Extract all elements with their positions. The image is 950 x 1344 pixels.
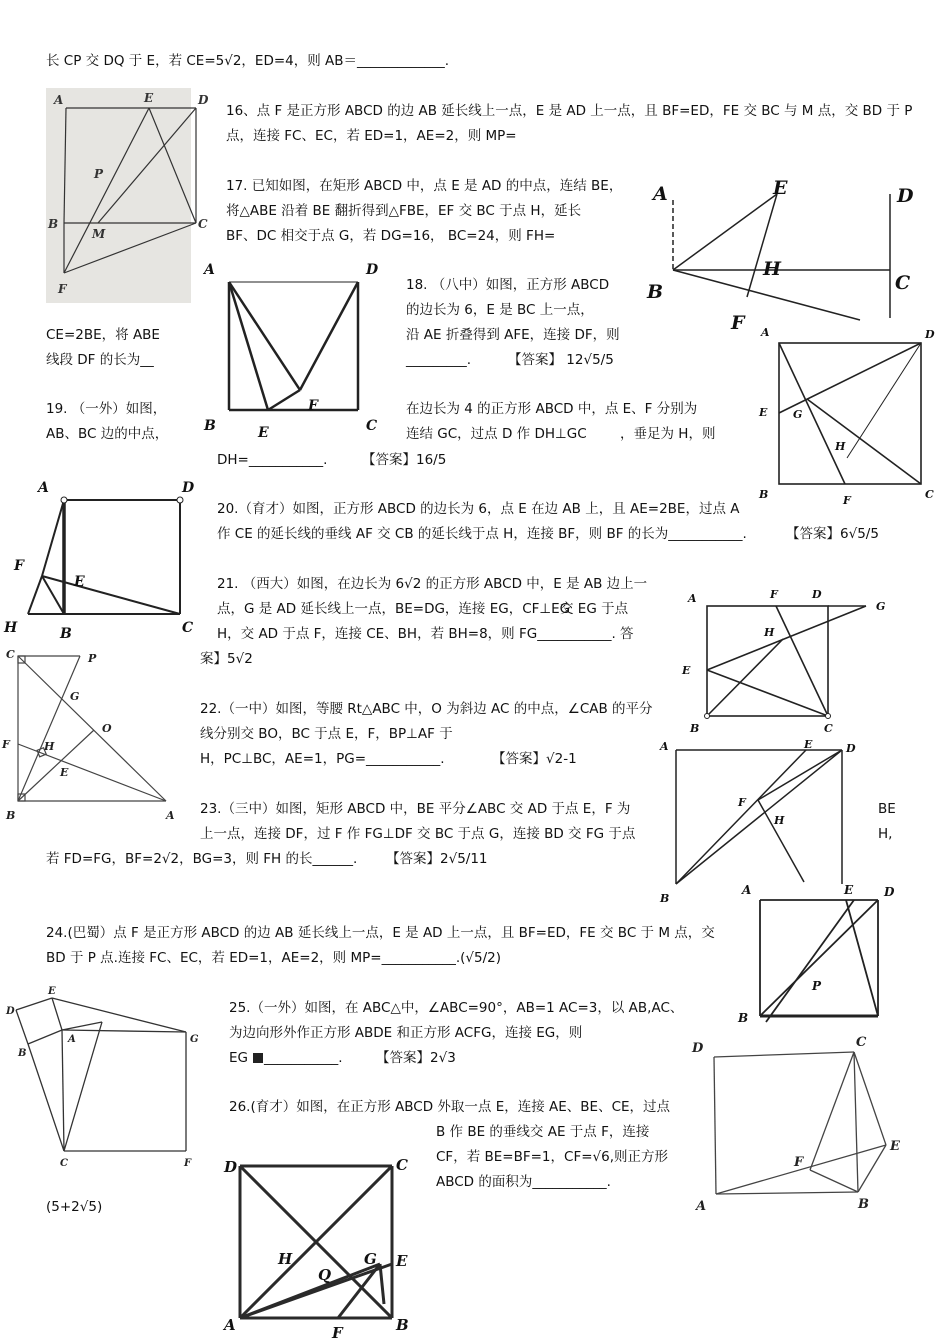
point-label: E (890, 1139, 900, 1154)
text-line: EG (229, 1050, 248, 1066)
text-line: 18. （八中）如图，正方形 ABCD (406, 277, 610, 293)
text-line: 25.（一外）如图，在 ABC△中，∠ABC=90°，AB=1 AC=3，以 AB,AC、 (229, 1000, 684, 1016)
point-label: F (14, 558, 24, 574)
point-label: E (773, 177, 788, 199)
text-line: 26.(育才）如图，在正方形 ABCD 外取一点 E，连接 AE、BE、CE，过点 (229, 1099, 671, 1115)
point-label: B (48, 217, 59, 231)
point-label: C (824, 722, 833, 735)
point-label: H (835, 440, 846, 453)
point-label: B (858, 1197, 869, 1212)
point-label: D (812, 588, 822, 601)
point-label: H (764, 626, 775, 639)
point-label: E (144, 91, 154, 105)
point-label: C (925, 488, 934, 501)
point-label: G (364, 1250, 377, 1268)
text-line: 将△ABE 沿着 BE 翻折得到△FBE，EF 交 BC 于点 H，延长 (226, 203, 582, 219)
text-line: BD 于 P 点.连接 FC、EC，若 ED=1，AE=2，则 MP=___________.(√5/2) (46, 950, 501, 966)
point-label: B (204, 418, 216, 434)
point-label: E (60, 766, 69, 779)
text-line: B 作 BE 的垂线交 AE 于点 F，连接 (436, 1124, 650, 1140)
text-line: H, (878, 826, 893, 842)
point-label: B (60, 626, 72, 642)
point-label: C (856, 1035, 867, 1050)
text-line: DH=___________. (217, 452, 328, 468)
point-label: E (396, 1252, 408, 1270)
text-line: 为边向形外作正方形 ABDE 和正方形 ACFG，连接 EG，则 (229, 1025, 583, 1041)
point-label: M (92, 227, 106, 241)
point-label: D (692, 1041, 704, 1056)
point-label: C (182, 620, 194, 636)
point-label: E (844, 883, 854, 897)
point-label: F (308, 398, 318, 414)
point-label: H (278, 1250, 293, 1268)
figure-26a (686, 1030, 908, 1220)
point-label: A (742, 883, 752, 897)
text-line: 作 CE 的延长线的垂线 AF 交 CB 的延长线于点 H，连接 BF，则 BF 的长为___________. (217, 526, 747, 542)
answer-text: 【答案】 12√5/5 (508, 352, 614, 368)
figure-22 (0, 646, 185, 826)
placeholder-box-icon (253, 1053, 263, 1063)
point-label: A (166, 809, 175, 822)
point-label: D (925, 328, 935, 341)
point-label: D (6, 1006, 15, 1017)
answer-text: 【答案】2√3 (376, 1050, 456, 1066)
figure-17 (645, 172, 920, 332)
point-label: F (332, 1324, 343, 1342)
text-line: ，垂足为 H，则 (620, 426, 716, 442)
point-label: H (774, 814, 785, 827)
answer-text: 【答案】16/5 (362, 452, 447, 468)
text-line: ABCD 的面积为___________. (436, 1174, 611, 1190)
point-label: G (190, 1034, 199, 1045)
point-label: D (884, 885, 895, 899)
point-label: O (102, 722, 112, 735)
answer-text: (5+2√5) (46, 1199, 103, 1215)
answer-text: 【答案】2√5/11 (386, 851, 488, 867)
point-label: F (738, 796, 746, 809)
point-label: D (198, 93, 209, 107)
point-label: E (258, 425, 269, 441)
point-label: D (224, 1158, 238, 1176)
point-label: A (38, 480, 49, 496)
text-line: 点，连接 FC、EC，若 ED=1，AE=2，则 MP= (226, 128, 517, 144)
point-label: D (846, 742, 856, 755)
point-label: E (759, 406, 768, 419)
point-label: P (94, 167, 104, 181)
photo-figure-16 (46, 88, 209, 303)
figure-19 (755, 326, 940, 511)
text-line: 19. （一外）如图， (46, 401, 167, 417)
text-line: 线分别交 BO，BC 于点 E，F，BP⊥AF 于 (200, 726, 453, 742)
point-label: A (761, 326, 770, 339)
point-label: G (70, 690, 80, 703)
point-label: B (18, 1048, 27, 1059)
text-line: BE (878, 801, 896, 817)
point-label: Q (318, 1266, 332, 1284)
point-label: D (182, 480, 195, 496)
point-label: H (44, 740, 55, 753)
figure-24 (736, 882, 901, 1025)
text-line: 17. 已知如图，在矩形 ABCD 中，点 E 是 AD 的中点，连结 BE， (226, 178, 623, 194)
text-line: 点，G 是 AD 延长线上一点，BE=DG，连接 EG，CF⊥EG (217, 601, 571, 617)
text-line: 22.（一中）如图，等腰 Rt△ABC 中，O 为斜边 AC 的中点，∠CAB 的平分 (200, 701, 653, 717)
point-label: B (6, 809, 16, 822)
text-line: 20.（育才）如图，正方形 ABCD 的边长为 6，点 E 在边 AB 上，且 AE=2BE，过点 A (217, 501, 740, 517)
point-label: D (897, 185, 914, 207)
point-label: P (88, 652, 97, 665)
figure-20 (4, 476, 204, 646)
figure-25 (4, 986, 216, 1174)
point-label: C (60, 1158, 68, 1169)
point-label: F (184, 1158, 192, 1169)
text-line: 交 EG 于点 (560, 601, 629, 617)
point-label: A (653, 183, 668, 205)
text-line: 23.（三中）如图，矩形 ABCD 中，BE 平分∠ABC 交 AD 于点 E，F 为 (200, 801, 631, 817)
text-line: H，交 AD 于点 F，连接 CE、BH，若 BH=8，则 FG___________. 答 (217, 626, 634, 642)
point-label: G (793, 408, 803, 421)
text-line: 若 FD=FG，BF=2√2，BG=3，则 FH 的长______. (46, 851, 358, 867)
point-label: C (6, 648, 15, 661)
point-label: A (68, 1034, 76, 1045)
text-line: 长 CP 交 DQ 于 E，若 CE=5√2，ED=4，则 AB＝_____________. (46, 53, 450, 69)
point-label: B (738, 1011, 749, 1025)
point-label: F (58, 282, 67, 296)
point-label: A (54, 93, 64, 107)
point-label: B (396, 1316, 409, 1334)
answer-text: 【答案】6√5/5 (786, 526, 879, 542)
text-line: 21. （西大）如图，在边长为 6√2 的正方形 ABCD 中，E 是 AB 边上一 (217, 576, 648, 592)
point-label: F (843, 494, 851, 507)
point-label: E (804, 738, 813, 751)
point-label: F (2, 738, 10, 751)
point-label: B (690, 722, 700, 735)
point-label: C (895, 272, 911, 294)
text-line: 在边长为 4 的正方形 ABCD 中，点 E、F 分别为 (406, 401, 698, 417)
point-label: A (204, 262, 215, 278)
point-label: F (770, 588, 778, 601)
point-label: D (366, 262, 379, 278)
text-line: 线段 DF 的长为__ (46, 352, 154, 368)
point-label: G (876, 600, 886, 613)
point-label: A (224, 1316, 236, 1334)
point-label: E (48, 986, 56, 997)
point-label: B (660, 892, 670, 905)
point-label: A (660, 740, 669, 753)
text-line: _________. (406, 352, 472, 368)
text-line: 连结 GC，过点 D 作 DH⊥GC (406, 426, 587, 442)
point-label: H (4, 620, 18, 636)
point-label: H (763, 258, 781, 280)
text-line: CE=2BE，将 ABE (46, 327, 160, 343)
point-label: F (731, 312, 745, 334)
point-label: C (396, 1156, 408, 1174)
point-label: E (682, 664, 691, 677)
text-line: 上一点，连接 DF，过 F 作 FG⊥DF 交 BC 于点 G，连接 BD 交 FG 于点 (200, 826, 636, 842)
text-line: AB、BC 边的中点， (46, 426, 169, 442)
point-label: C (366, 418, 378, 434)
text-line: CF，若 BE=BF=1，CF=√6,则正方形 (436, 1149, 668, 1165)
point-label: B (759, 488, 769, 501)
text-line: 16、点 F 是正方形 ABCD 的边 AB 延长线上一点，E 是 AD 上一点，且 BF=ED，FE 交 BC 与 M 点，交 BD 于 P (226, 103, 913, 119)
point-label: A (688, 592, 697, 605)
point-label: B (647, 281, 664, 303)
point-label: F (794, 1155, 804, 1170)
text-line: 的边长为 6，E 是 BC 上一点， (406, 302, 594, 318)
text-line: 沿 AE 折叠得到 AFE，连接 DF，则 (406, 327, 620, 343)
point-label: E (74, 574, 85, 590)
text-line: 24.(巴蜀）点 F 是正方形 ABCD 的边 AB 延长线上一点，E 是 AD 上一点，且 BF=ED，FE 交 BC 于 M 点，交 (46, 925, 715, 941)
figure-26b (220, 1152, 420, 1344)
text-line: H，PC⊥BC，AE=1，PG=___________. (200, 751, 445, 767)
point-label: A (696, 1199, 707, 1214)
figure-18 (200, 260, 385, 442)
text-line: BF、DC 相交于点 G，若 DG=16， BC=24，则 FH= (226, 228, 556, 244)
text-line: ___________. (264, 1050, 343, 1066)
text-line: 案】5√2 (200, 651, 253, 667)
figure-21 (678, 584, 898, 734)
point-label: C (198, 217, 208, 231)
point-label: P (812, 979, 822, 993)
answer-text: 【答案】√2-1 (492, 751, 577, 767)
